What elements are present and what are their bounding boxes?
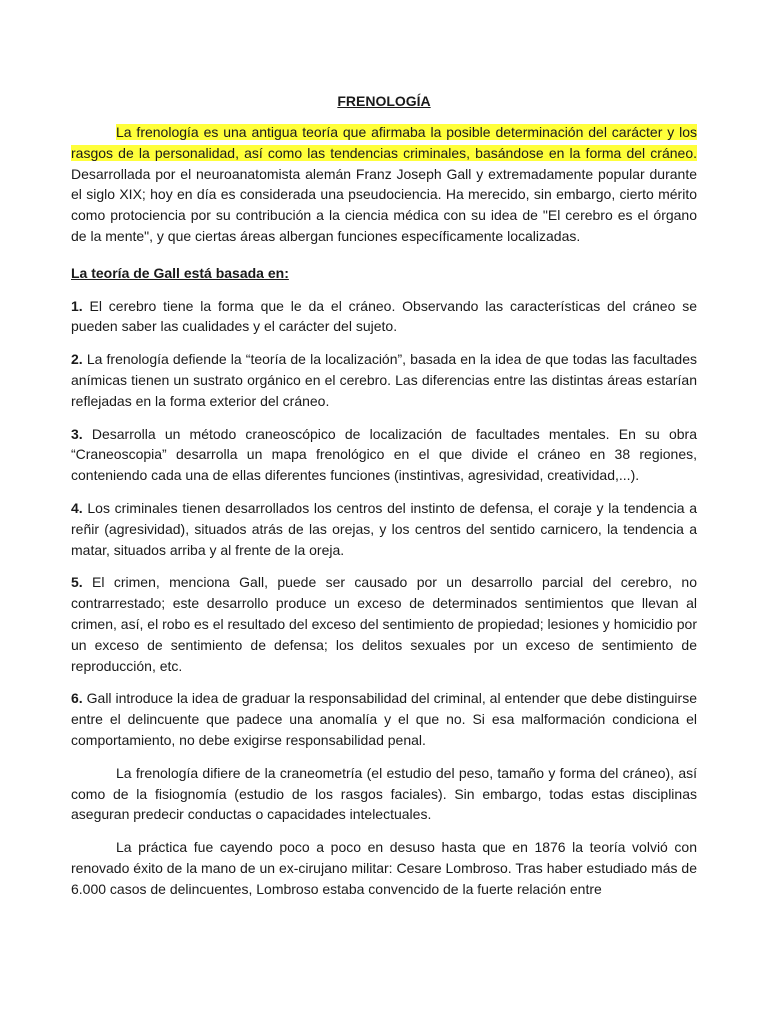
- list-item: [71, 296, 697, 338]
- document-page: [71, 91, 697, 900]
- section-subheading: La teoría de Gall está basada en:: [71, 264, 289, 281]
- intro-text: Desarrollada por el neuroanatomista alemán Franz Joseph Gall y extremadamente popular durante el siglo XIX; hoy en día es considerada una pseudociencia. Ha merecido, sin embargo, cierto mérito como protociencia por su contribución a la ciencia médica con su idea de "El cerebro es el órgano de la mente", y que ciertas áreas albergan funciones específicamente localizadas.: [71, 165, 697, 244]
- body-paragraph: La frenología difiere de la craneometría (el estudio del peso, tamaño y forma del cráneo), así como de la fisiognomía (estudio de los rasgos faciales). Sin embargo, todas estas disciplinas aseguran predecir conductas o capacidades intelectuales.: [71, 764, 697, 823]
- list-item: [71, 424, 697, 486]
- item-number: 4.: [71, 499, 83, 516]
- item-text: Los criminales tienen desarrollados los centros del instinto de defensa, el coraje y la tendencia a reñir (agresividad), situados atrás de las orejas, y los centros del sentido carnicero, la tendencia a matar, situados arriba y al frente de la oreja.: [71, 499, 697, 558]
- item-number: 2.: [71, 351, 83, 368]
- item-number: 3.: [71, 425, 83, 442]
- document-title: FRENOLOGÍA: [337, 93, 431, 109]
- item-number: 1.: [71, 297, 83, 314]
- list-item: [71, 572, 697, 676]
- item-text: El cerebro tiene la forma que le da el cráneo. Observando las características del cráneo se pueden saber las cualidades y el carácter del sujeto.: [71, 297, 697, 335]
- item-text: Gall introduce la idea de graduar la responsabilidad del criminal, al entender que debe distinguirse entre el delincuente que padece una anomalía y el que no. Si esa malformación condiciona el comportamiento, no debe exigirse responsabilidad penal.: [71, 690, 697, 748]
- item-text: Desarrolla un método craneoscópico de localización de facultades mentales. En su obra “Craneoscopia” desarrolla un mapa frenológico en el que divide el cráneo en 38 regiones, conteniendo cada una de ellas diferentes funciones (instintivas, agresividad, creatividad,...).: [71, 425, 697, 484]
- highlighted-text: La frenología es una antigua teoría que afirmaba la posible determinación del carácter y los rasgos de la personalidad, así como las tendencias criminales, basándose en la forma del cráneo.: [71, 124, 697, 161]
- intro-paragraph: [71, 122, 697, 247]
- list-item: [71, 349, 697, 411]
- item-number: 6.: [71, 690, 83, 707]
- body-paragraph: La práctica fue cayendo poco a poco en desuso hasta que en 1876 la teoría volvió con renovado éxito de la mano de un ex-cirujano militar: Cesare Lombroso. Tras haber estudiado más de 6.000 casos de delincuentes, Lombroso estaba convencido de la fuerte relación entre: [71, 839, 697, 897]
- item-text: La frenología defiende la “teoría de la localización”, basada en la idea de que todas las facultades anímicas tienen un sustrato orgánico en el cerebro. Las diferencias entre las distintas áreas estarían reflejadas en la forma exterior del cráneo.: [71, 351, 697, 409]
- item-number: 5.: [71, 574, 83, 591]
- list-item: [71, 498, 697, 560]
- list-item: [71, 688, 697, 750]
- item-text: El crimen, menciona Gall, puede ser causado por un desarrollo parcial del cerebro, no contrarrestado; este desarrollo produce un exceso de determinados sentimientos que llevan al crimen, así, el robo es el resultado del exceso del sentimiento de propiedad; lesiones y homicidio por un exceso de sentimiento de defensa; los delitos sexuales por un exceso de sentimiento de reproducción, etc.: [71, 574, 697, 674]
